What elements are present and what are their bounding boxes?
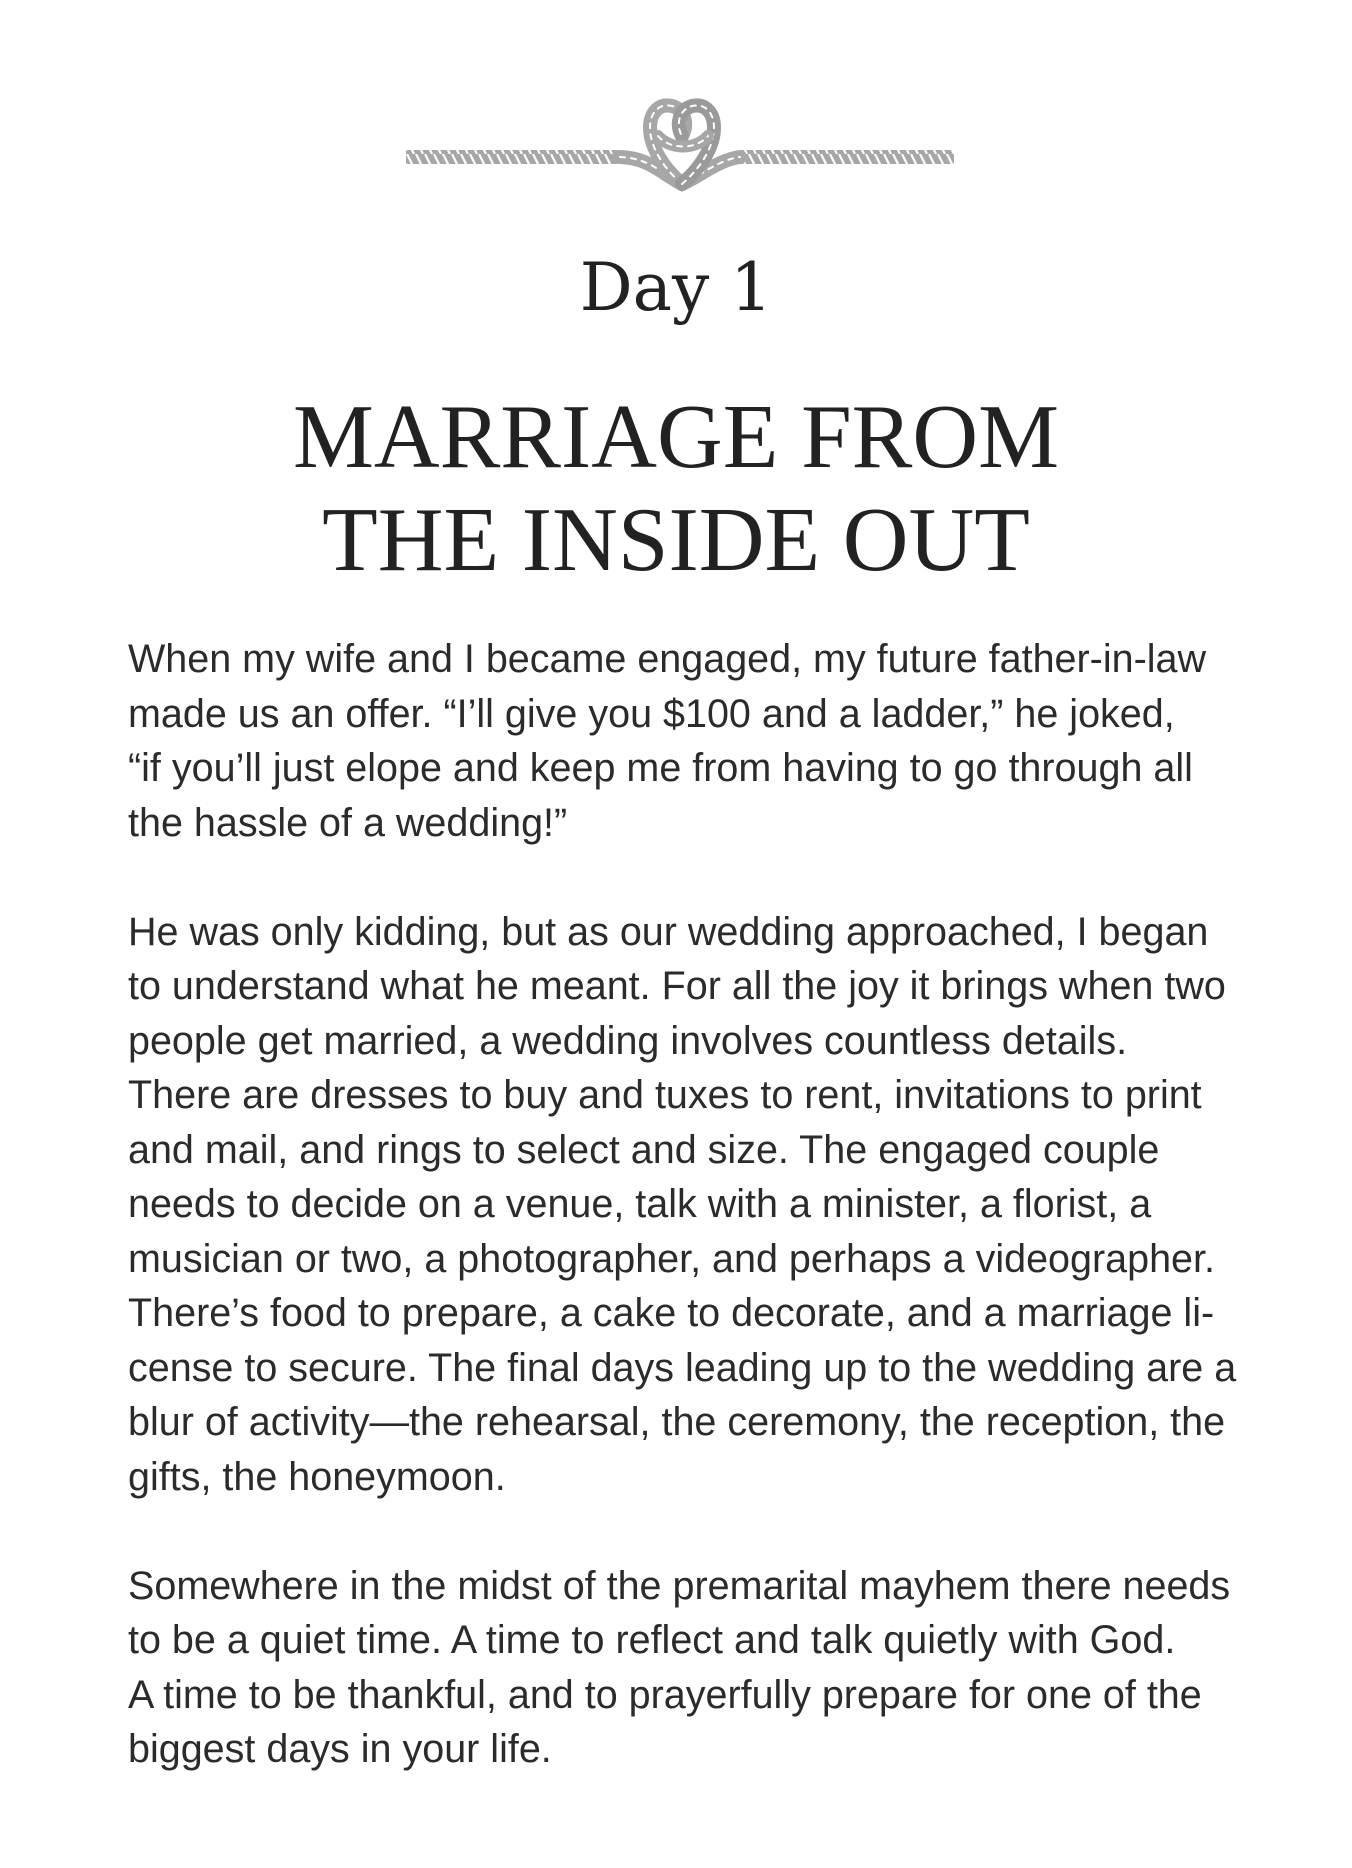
chapter-title [0, 385, 1352, 591]
paragraph [128, 632, 1248, 850]
paragraph [128, 905, 1248, 1505]
text-line: He was only kidding, but as our wedding approached, I began [128, 909, 1209, 954]
text-line: There’s food to prepare, a cake to decorate, and a marriage li- [128, 1291, 1215, 1335]
text-line: “if you’ll just elope and keep me from having to go through all [128, 746, 1193, 790]
text-line: the hassle of a wedding!” [128, 800, 568, 845]
text-line: cense to secure. The final days leading up to the wedding are a [128, 1345, 1237, 1390]
text-line: biggest days in your life. [128, 1727, 552, 1771]
text-line: to be a quiet time. A time to reflect and talk quietly with God. [128, 1618, 1176, 1662]
paragraph [128, 1559, 1248, 1777]
chapter-title-line: MARRIAGE FROM [292, 386, 1060, 487]
body-text [128, 632, 1248, 1831]
text-line: made us an offer. “I’ll give you $100 and a ladder,” he joked, [128, 691, 1175, 736]
rope-heart-knot-icon [400, 84, 960, 196]
text-line: Somewhere in the midst of the premarital mayhem there needs [128, 1563, 1231, 1608]
text-line: and mail, and rings to select and size. The engaged couple [128, 1127, 1160, 1172]
text-line: musician or two, a photographer, and perhaps a videographer. [128, 1236, 1215, 1281]
text-line: blur of activity—the rehearsal, the ceremony, the reception, the [128, 1400, 1226, 1444]
text-line: to understand what he meant. For all the joy it brings when two [128, 964, 1226, 1008]
text-line: There are dresses to buy and tuxes to rent, invitations to print [128, 1073, 1202, 1117]
chapter-title-line: THE INSIDE OUT [322, 489, 1030, 590]
text-line: needs to decide on a venue, talk with a minister, a florist, a [128, 1182, 1152, 1226]
day-label: Day 1 [579, 249, 773, 326]
text-line: A time to be thankful, and to prayerfully prepare for one of the [128, 1672, 1202, 1717]
text-line: gifts, the honeymoon. [128, 1454, 506, 1499]
text-line: people get married, a wedding involves countless details. [128, 1018, 1128, 1063]
text-line: When my wife and I became engaged, my future father-in-law [128, 637, 1206, 681]
